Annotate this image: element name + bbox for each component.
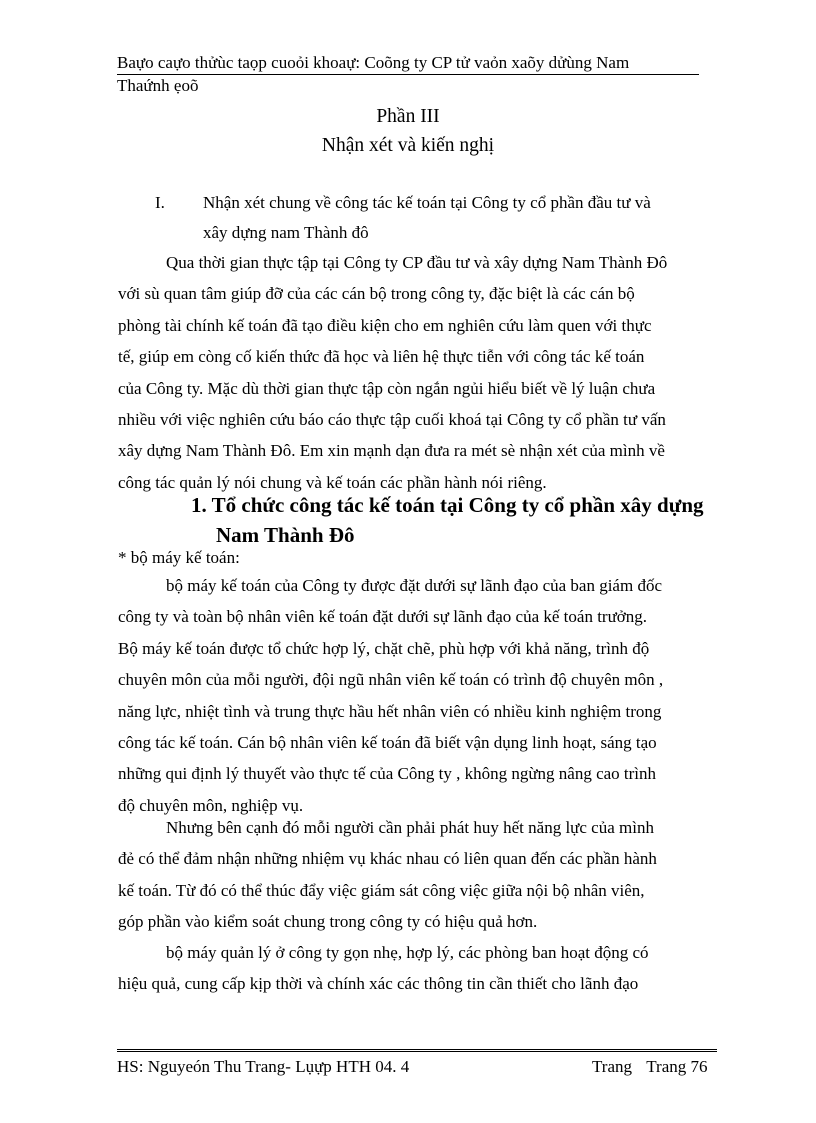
page-header [117, 52, 699, 97]
paragraph-line: công tác kế toán. Cán bộ nhân viên kế toán đã biết vận dụng linh hoạt, sáng tạo [118, 733, 657, 753]
paragraph-however [118, 812, 724, 938]
footer-page-label: Trang [592, 1057, 632, 1076]
paragraph-line: công ty và toàn bộ nhân viên kế toán đặt dưới sự lãnh đạo của kế toán trưởng. [118, 607, 648, 627]
paragraph-apparatus [118, 570, 724, 821]
paragraph-line: bộ máy kế toán của Công ty được đặt dưới sự lãnh đạo của ban giám đốc [166, 576, 662, 595]
paragraph-line: phòng tài chính kế toán đã tạo điều kiện cho em nghiên cứu làm quen với thực [118, 315, 652, 335]
paragraph-line: kế toán. Từ đó có thể thúc đẩy việc giám sát công việc giữa nội bộ nhân viên, [118, 880, 645, 900]
bullet-accounting-apparatus: * bộ máy kế toán: [118, 548, 240, 567]
paragraph-line: góp phần vào kiểm soát chung trong công ty có hiệu quả hơn. [118, 912, 538, 932]
paragraph-line: xây dựng Nam Thành Đô. Em xin mạnh dạn đưa ra mét sè nhận xét của mình về [118, 441, 665, 461]
section-I-number: I. [155, 193, 165, 212]
section-1-line-2: Nam Thành Đô [216, 523, 355, 547]
footer-student: HS: Nguyeón Thu Trang- Lụựp HTH 04. 4 [117, 1057, 410, 1076]
paragraph-line: năng lực, nhiệt tình và trung thực hầu hết nhân viên có nhiều kinh nghiệm trong [118, 701, 662, 721]
paragraph-line: Bộ máy kế toán được tổ chức hợp lý, chặt chẽ, phù hợp với khả năng, trình độ [118, 638, 650, 658]
section-I-line-1: Nhận xét chung về công tác kế toán tại Công ty cổ phần đầu tư và [203, 193, 651, 212]
header-line-2: Thaứnh ẹoõ [117, 76, 199, 95]
paragraph-intro [118, 247, 724, 498]
section-1-heading [191, 490, 751, 550]
paragraph-line: hiệu quả, cung cấp kịp thời và chính xác các thông tin cần thiết cho lãnh đạo [118, 974, 639, 994]
section-I-line-2: xây dựng nam Thành đô [203, 223, 369, 242]
paragraph-line: chuyên môn của mỗi người, đội ngũ nhân viên kế toán có trình độ chuyên môn , [118, 670, 664, 690]
paragraph-line: những qui định lý thuyết vào thực tế của Công ty , không ngừng nâng cao trình [118, 764, 657, 784]
paragraph-line: nhiều với việc nghiên cứu báo cáo thực tập cuối khoá tại Công ty cổ phần tư vấn [118, 410, 666, 430]
paragraph-line: đẻ có thể đảm nhận những nhiệm vụ khác nhau có liên quan đến các phần hành [118, 849, 657, 869]
paragraph-line: độ chuyên môn, nghiệp vụ. [118, 795, 304, 815]
paragraph-line: của Công ty. Mặc dù thời gian thực tập còn ngắn ngủi hiểu biết về lý luận chưa [118, 378, 656, 398]
paragraph-line: Nhưng bên cạnh đó mỗi người cần phải phát huy hết năng lực của mình [166, 818, 654, 837]
page-footer [117, 1049, 717, 1076]
paragraph-line: tế, giúp em còng cố kiến thức đã học và liên hệ thực tiễn với công tác kế toán [118, 347, 645, 367]
paragraph-line: bộ máy quản lý ở công ty gọn nhẹ, hợp lý, các phòng ban hoạt động có [166, 943, 649, 962]
part-title: Phần III [376, 106, 440, 127]
paragraph-line: công tác quản lý nói chung và kế toán các phần hành nói riêng. [118, 472, 547, 492]
footer-page-number: Trang 76 [646, 1057, 708, 1076]
paragraph-line: với sù quan tâm giúp đỡ của các cán bộ trong công ty, đặc biệt là các cán bộ [118, 284, 635, 304]
section-1-line-1: 1. Tổ chức công tác kế toán tại Công ty cổ phần xây dựng [191, 493, 704, 517]
part-subtitle: Nhận xét và kiến nghị [321, 135, 495, 156]
paragraph-management [118, 937, 724, 1000]
footer-page [592, 1056, 708, 1078]
paragraph-line: Qua thời gian thực tập tại Công ty CP đầu tư và xây dựng Nam Thành Đô [166, 253, 668, 272]
header-line-1: Baựo caựo thửùc taọp cuoỏi khoaự: Coõng ty CP tử vaỏn xaõy dửùng Nam [117, 52, 699, 75]
